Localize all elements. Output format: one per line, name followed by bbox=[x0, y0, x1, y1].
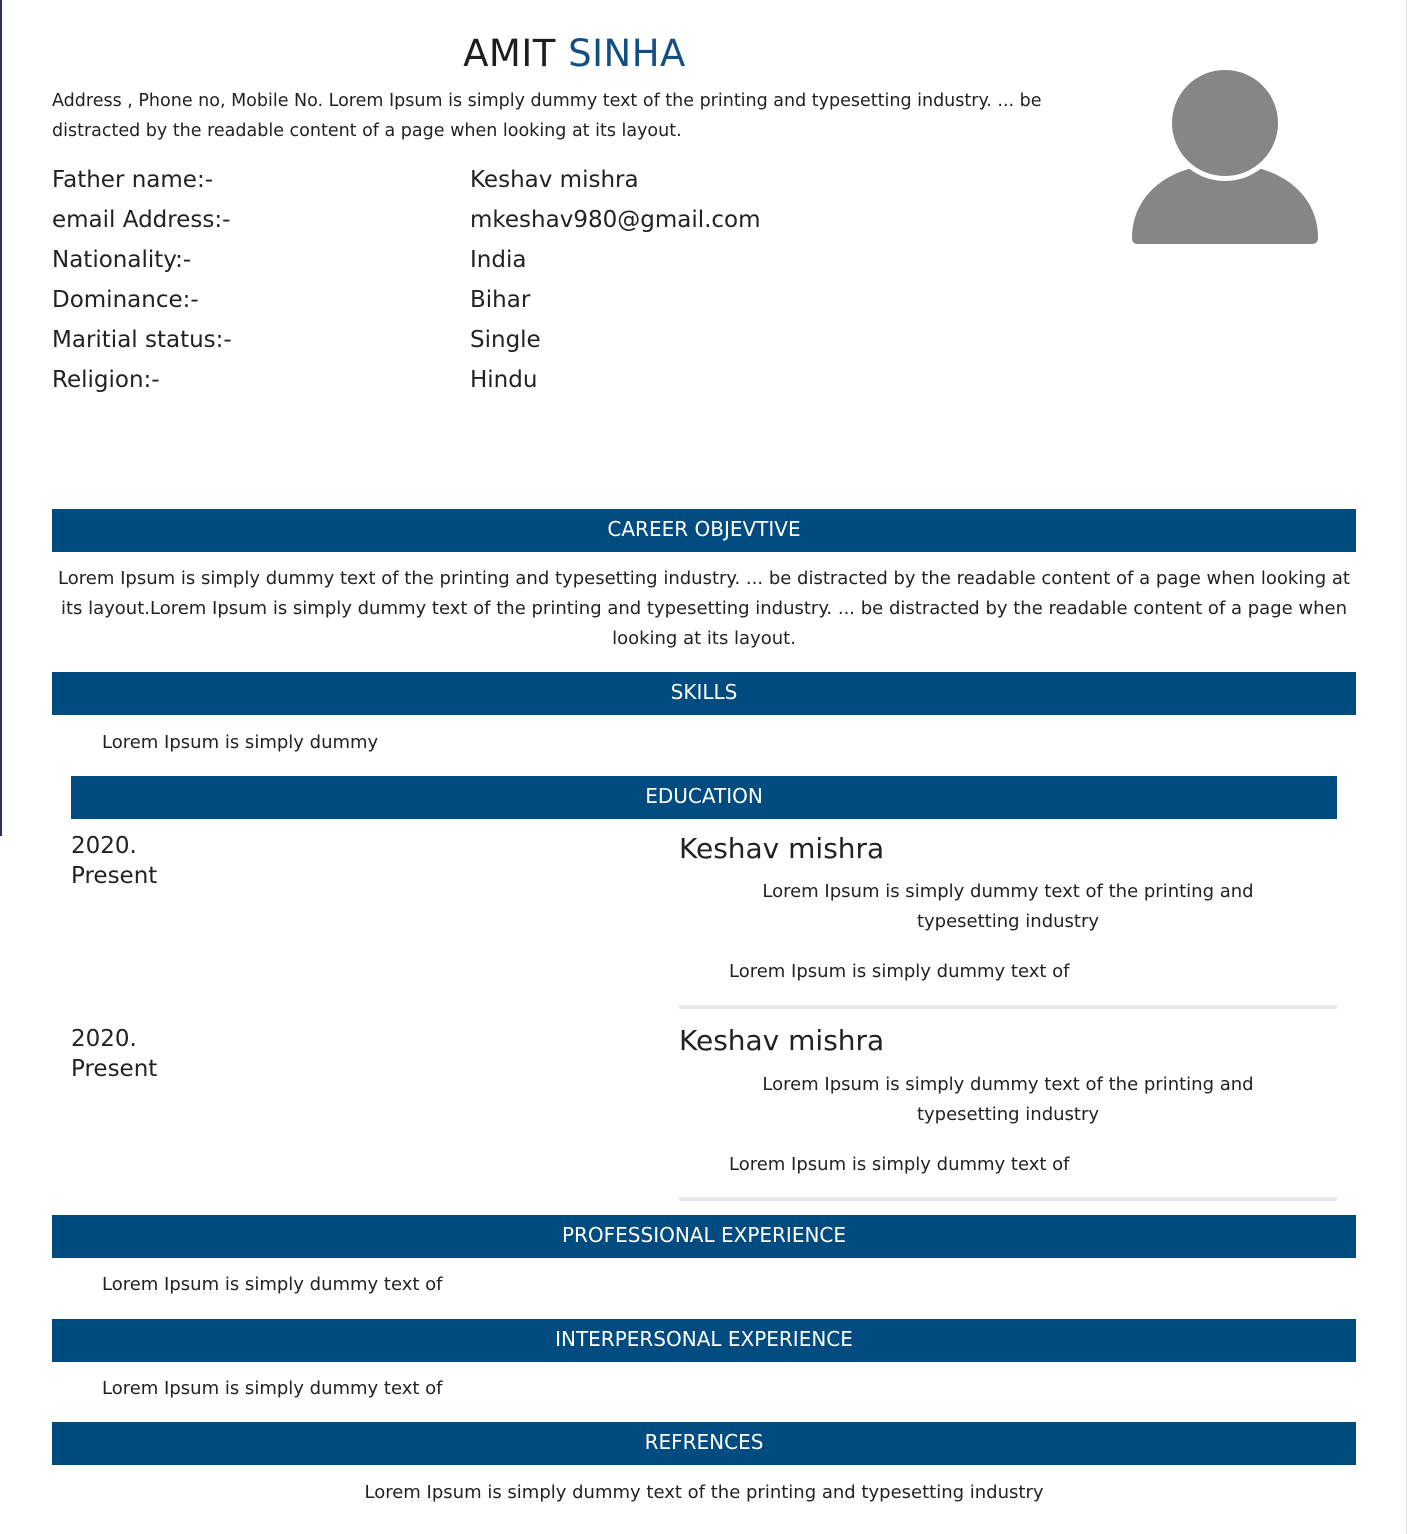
education-status: Present bbox=[71, 863, 158, 889]
detail-label: email Address:- bbox=[52, 207, 231, 233]
section-header-education: EDUCATION bbox=[71, 776, 1337, 819]
detail-row-dominance bbox=[52, 280, 952, 320]
detail-value: India bbox=[470, 247, 527, 273]
detail-value: Single bbox=[470, 327, 541, 353]
page-left-border bbox=[0, 0, 2, 836]
references-text: Lorem Ipsum is simply dummy text of the printing and typesetting industry bbox=[364, 1482, 1044, 1503]
section-header-references: REFRENCES bbox=[52, 1422, 1356, 1465]
education-divider bbox=[679, 1005, 1337, 1009]
detail-value: mkeshav980@gmail.com bbox=[470, 207, 761, 233]
detail-label: Religion:- bbox=[52, 367, 160, 393]
section-header-skills: SKILLS bbox=[52, 672, 1356, 715]
education-name: Keshav mishra bbox=[679, 1024, 885, 1057]
career-text: Lorem Ipsum is simply dummy text of the printing and typesetting industry. ... be distracted by the readable content of a page when looking at its layout.Lorem Ipsum is simply dummy text of the printing and typesetting industry. ... be distracted by the readable content of a page when looking at its layout. bbox=[58, 568, 1350, 649]
detail-label: Maritial status:- bbox=[52, 327, 232, 353]
section-header-professional: PROFESSIONAL EXPERIENCE bbox=[52, 1215, 1356, 1258]
page-right-border bbox=[1406, 0, 1407, 1534]
detail-label: Nationality:- bbox=[52, 247, 192, 273]
detail-row-religion bbox=[52, 360, 952, 400]
section-header-career: CAREER OBJEVTIVE bbox=[52, 509, 1356, 552]
education-year: 2020. bbox=[71, 1026, 137, 1052]
last-name: SINHA bbox=[568, 32, 686, 75]
profile-photo[interactable] bbox=[1130, 66, 1320, 246]
detail-row-email bbox=[52, 200, 952, 240]
skills-text: Lorem Ipsum is simply dummy bbox=[102, 732, 379, 753]
user-silhouette-icon bbox=[1130, 66, 1320, 246]
detail-value: Hindu bbox=[470, 367, 538, 393]
education-description: Lorem Ipsum is simply dummy text of the printing and typesetting industry bbox=[762, 881, 1254, 932]
candidate-name bbox=[52, 30, 1097, 78]
education-year: 2020. bbox=[71, 833, 137, 859]
personal-details bbox=[52, 160, 952, 400]
education-name: Keshav mishra bbox=[679, 832, 885, 865]
education-divider bbox=[679, 1197, 1337, 1201]
first-name: AMIT bbox=[463, 32, 556, 75]
detail-label: Father name:- bbox=[52, 167, 213, 193]
detail-row-nationality bbox=[52, 240, 952, 280]
detail-row-father bbox=[52, 160, 952, 200]
detail-label: Dominance:- bbox=[52, 287, 199, 313]
education-status: Present bbox=[71, 1056, 158, 1082]
professional-text: Lorem Ipsum is simply dummy text of bbox=[102, 1274, 443, 1295]
contact-address: Address , Phone no, Mobile No. Lorem Ipsum is simply dummy text of the printing and typesetting industry. ... be distracted by the readable content of a page when looking at its layout. bbox=[52, 91, 1042, 141]
detail-row-marital bbox=[52, 320, 952, 360]
detail-value: Keshav mishra bbox=[470, 167, 639, 193]
detail-value: Bihar bbox=[470, 287, 531, 313]
interpersonal-text: Lorem Ipsum is simply dummy text of bbox=[102, 1378, 443, 1399]
education-detail: Lorem Ipsum is simply dummy text of bbox=[729, 961, 1070, 982]
education-description: Lorem Ipsum is simply dummy text of the printing and typesetting industry bbox=[762, 1074, 1254, 1125]
education-detail: Lorem Ipsum is simply dummy text of bbox=[729, 1154, 1070, 1175]
section-header-interpersonal: INTERPERSONAL EXPERIENCE bbox=[52, 1319, 1356, 1362]
